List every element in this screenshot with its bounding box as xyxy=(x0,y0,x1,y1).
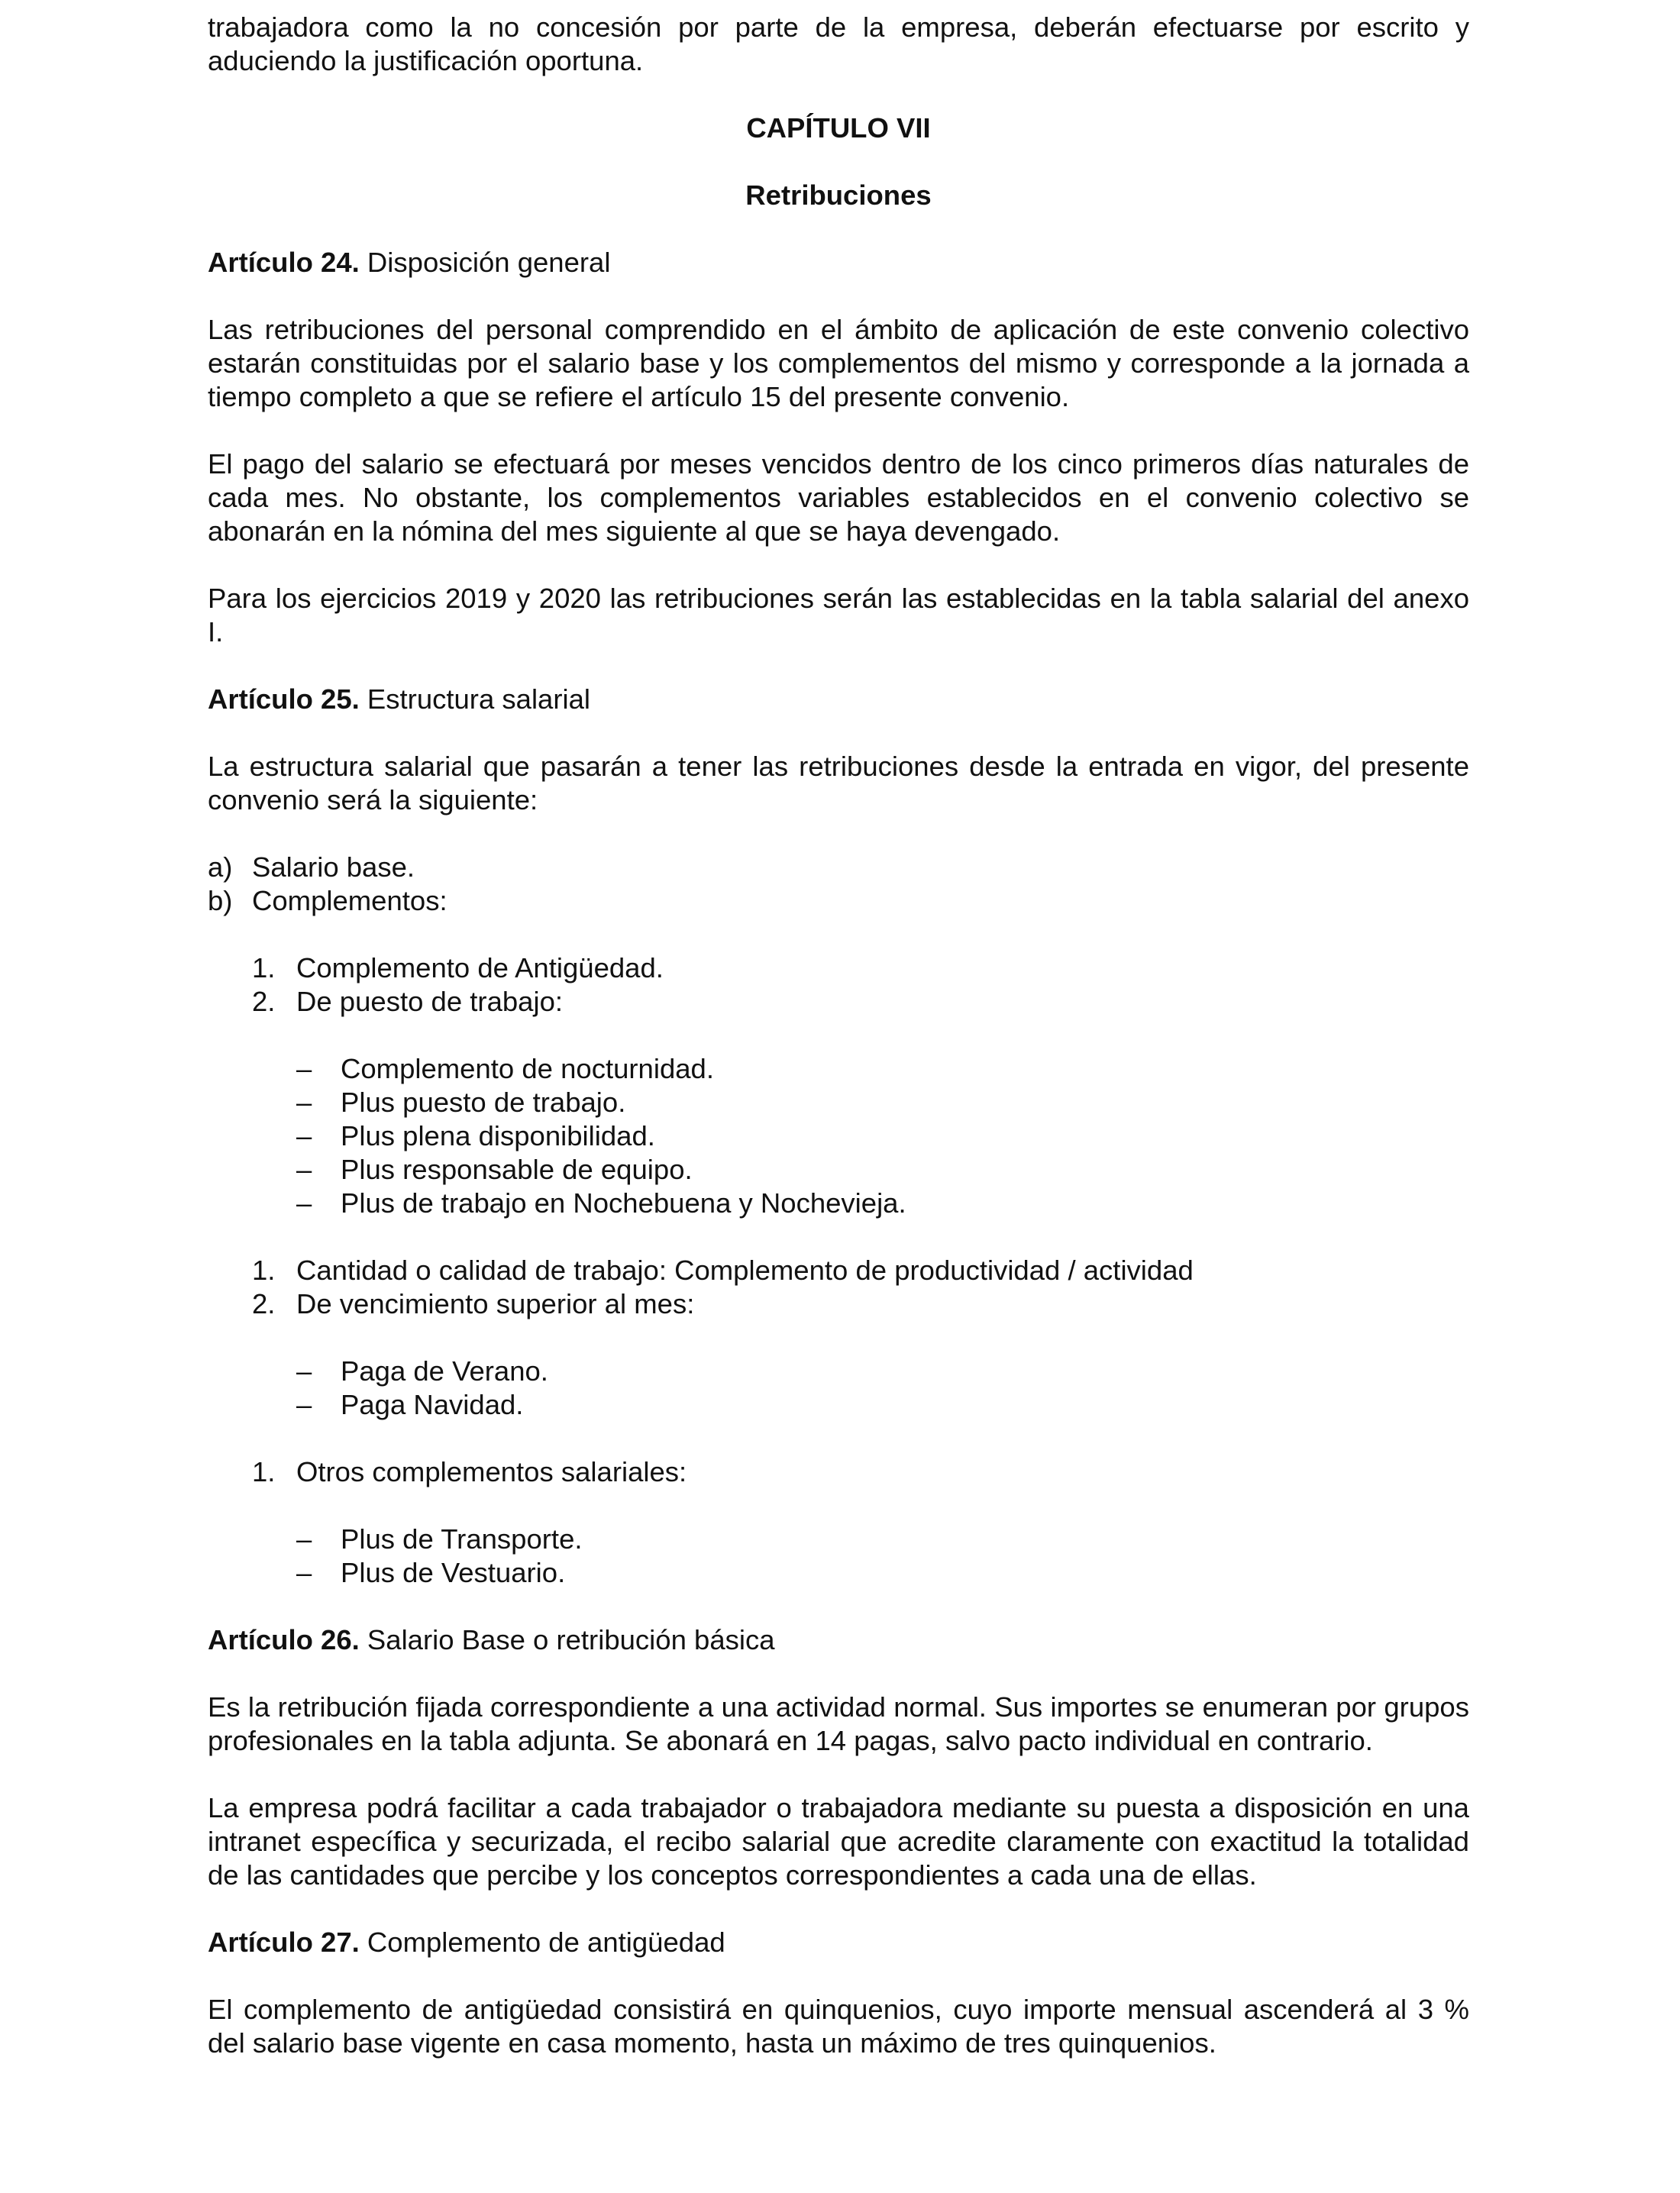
list-item xyxy=(252,1254,1469,1287)
article-24-paragraph-3: Para los ejercicios 2019 y 2020 las retribuciones serán las establecidas en la tabla salarial del anexo I. xyxy=(208,583,1469,648)
list-item-text: Complemento de nocturnidad. xyxy=(341,1053,714,1084)
list-marker: 1. xyxy=(252,1255,276,1286)
list-item xyxy=(296,1119,1469,1153)
article-24-label: Artículo 24. xyxy=(208,247,360,278)
dash-marker: – xyxy=(296,1087,312,1118)
article-24-paragraph-2: El pago del salario se efectuará por meses vencidos dentro de los cinco primeros días naturales de cada mes. No obstante, los complementos variables establecidos en el convenio colectivo se abonarán en la nómina del mes siguiente al que se haya devengado. xyxy=(208,448,1469,547)
list-marker: 1. xyxy=(252,1456,276,1487)
numbered-list-3 xyxy=(252,1455,1469,1489)
list-item xyxy=(296,1355,1469,1388)
article-26-paragraph-2: La empresa podrá facilitar a cada trabajador o trabajadora mediante su puesta a disposición en una intranet específica y securizada, el recibo salarial que acredite claramente con exactitud la totalidad de las cantidades que percibe y los conceptos correspondientes a cada una de ellas. xyxy=(208,1792,1469,1891)
intro-paragraph: trabajadora como la no concesión por parte de la empresa, deberán efectuarse por escrito y aduciendo la justificación oportuna. xyxy=(208,11,1469,76)
dash-marker: – xyxy=(296,1355,312,1387)
dash-marker: – xyxy=(296,1187,312,1219)
article-26-label: Artículo 26. xyxy=(208,1624,360,1655)
list-item xyxy=(296,1052,1469,1086)
article-27-heading xyxy=(208,1926,1469,1959)
list-item xyxy=(208,884,1469,918)
dash-marker: – xyxy=(296,1120,312,1151)
dash-list-3 xyxy=(296,1523,1469,1590)
list-item-text: Paga Navidad. xyxy=(341,1389,524,1420)
dash-marker: – xyxy=(296,1523,312,1555)
list-item xyxy=(208,851,1469,884)
article-25-paragraph-1: La estructura salarial que pasarán a tener las retribuciones desde la entrada en vigor, del presente convenio será la siguiente: xyxy=(208,751,1469,816)
article-26-heading xyxy=(208,1623,1469,1657)
list-item xyxy=(252,951,1469,985)
article-27-paragraph-1: El complemento de antigüedad consistirá en quinquenios, cuyo importe mensual ascenderá al 3 % del salario base vigente en casa momento, hasta un máximo de tres quinquenios. xyxy=(208,1994,1469,2059)
article-24-title: Disposición general xyxy=(359,247,611,278)
article-25-heading xyxy=(208,683,1469,716)
list-item-text: Plus puesto de trabajo. xyxy=(341,1087,626,1118)
chapter-title: CAPÍTULO VII xyxy=(746,112,931,144)
dash-marker: – xyxy=(296,1389,312,1420)
article-25-title: Estructura salarial xyxy=(359,683,591,715)
chapter-subtitle: Retribuciones xyxy=(745,179,932,211)
list-item-text: Plus plena disponibilidad. xyxy=(341,1120,655,1151)
article-25-label: Artículo 25. xyxy=(208,683,360,715)
list-item-text: De puesto de trabajo: xyxy=(296,986,564,1017)
list-item-text: Salario base. xyxy=(252,851,415,883)
list-item-text: Complementos: xyxy=(252,885,447,916)
list-item-text: Plus de trabajo en Nochebuena y Nochevieja. xyxy=(341,1187,906,1219)
list-item-text: Plus responsable de equipo. xyxy=(341,1154,693,1185)
list-marker: 2. xyxy=(252,986,276,1017)
list-marker: 1. xyxy=(252,952,276,983)
list-item xyxy=(296,1523,1469,1556)
article-26-paragraph-1: Es la retribución fijada correspondiente a una actividad normal. Sus importes se enumeran por grupos profesionales en la tabla adjunta. Se abonará en 14 pagas, salvo pacto individual en contrario. xyxy=(208,1691,1469,1756)
list-item xyxy=(296,1388,1469,1422)
dash-list-1 xyxy=(296,1052,1469,1220)
list-item xyxy=(252,1455,1469,1489)
list-marker: 2. xyxy=(252,1288,276,1319)
dash-marker: – xyxy=(296,1053,312,1084)
article-27-title: Complemento de antigüedad xyxy=(359,1927,725,1958)
dash-marker: – xyxy=(296,1154,312,1185)
list-marker: a) xyxy=(208,851,233,883)
list-item xyxy=(296,1556,1469,1590)
list-item-text: Cantidad o calidad de trabajo: Complemento de productividad / actividad xyxy=(296,1255,1194,1286)
list-item xyxy=(296,1187,1469,1220)
list-item xyxy=(252,985,1469,1019)
alpha-list xyxy=(208,851,1469,918)
dash-list-2 xyxy=(296,1355,1469,1422)
article-27-label: Artículo 27. xyxy=(208,1927,360,1958)
numbered-list-1 xyxy=(252,951,1469,1019)
article-24-paragraph-1: Las retribuciones del personal comprendido en el ámbito de aplicación de este convenio colectivo estarán constituidas por el salario base y los complementos del mismo y corresponde a la jornada a tiempo completo a que se refiere el artículo 15 del presente convenio. xyxy=(208,314,1469,412)
list-item xyxy=(296,1153,1469,1187)
list-item xyxy=(252,1287,1469,1321)
list-marker: b) xyxy=(208,885,233,916)
list-item xyxy=(296,1086,1469,1119)
article-24-heading xyxy=(208,246,1469,279)
list-item-text: Otros complementos salariales: xyxy=(296,1456,687,1487)
article-26-title: Salario Base o retribución básica xyxy=(359,1624,775,1655)
list-item-text: Paga de Verano. xyxy=(341,1355,548,1387)
dash-marker: – xyxy=(296,1557,312,1588)
numbered-list-2 xyxy=(252,1254,1469,1321)
list-item-text: Plus de Transporte. xyxy=(341,1523,583,1555)
list-item-text: Complemento de Antigüedad. xyxy=(296,952,664,983)
list-item-text: Plus de Vestuario. xyxy=(341,1557,566,1588)
document-page xyxy=(208,0,1469,2060)
list-item-text: De vencimiento superior al mes: xyxy=(296,1288,695,1319)
